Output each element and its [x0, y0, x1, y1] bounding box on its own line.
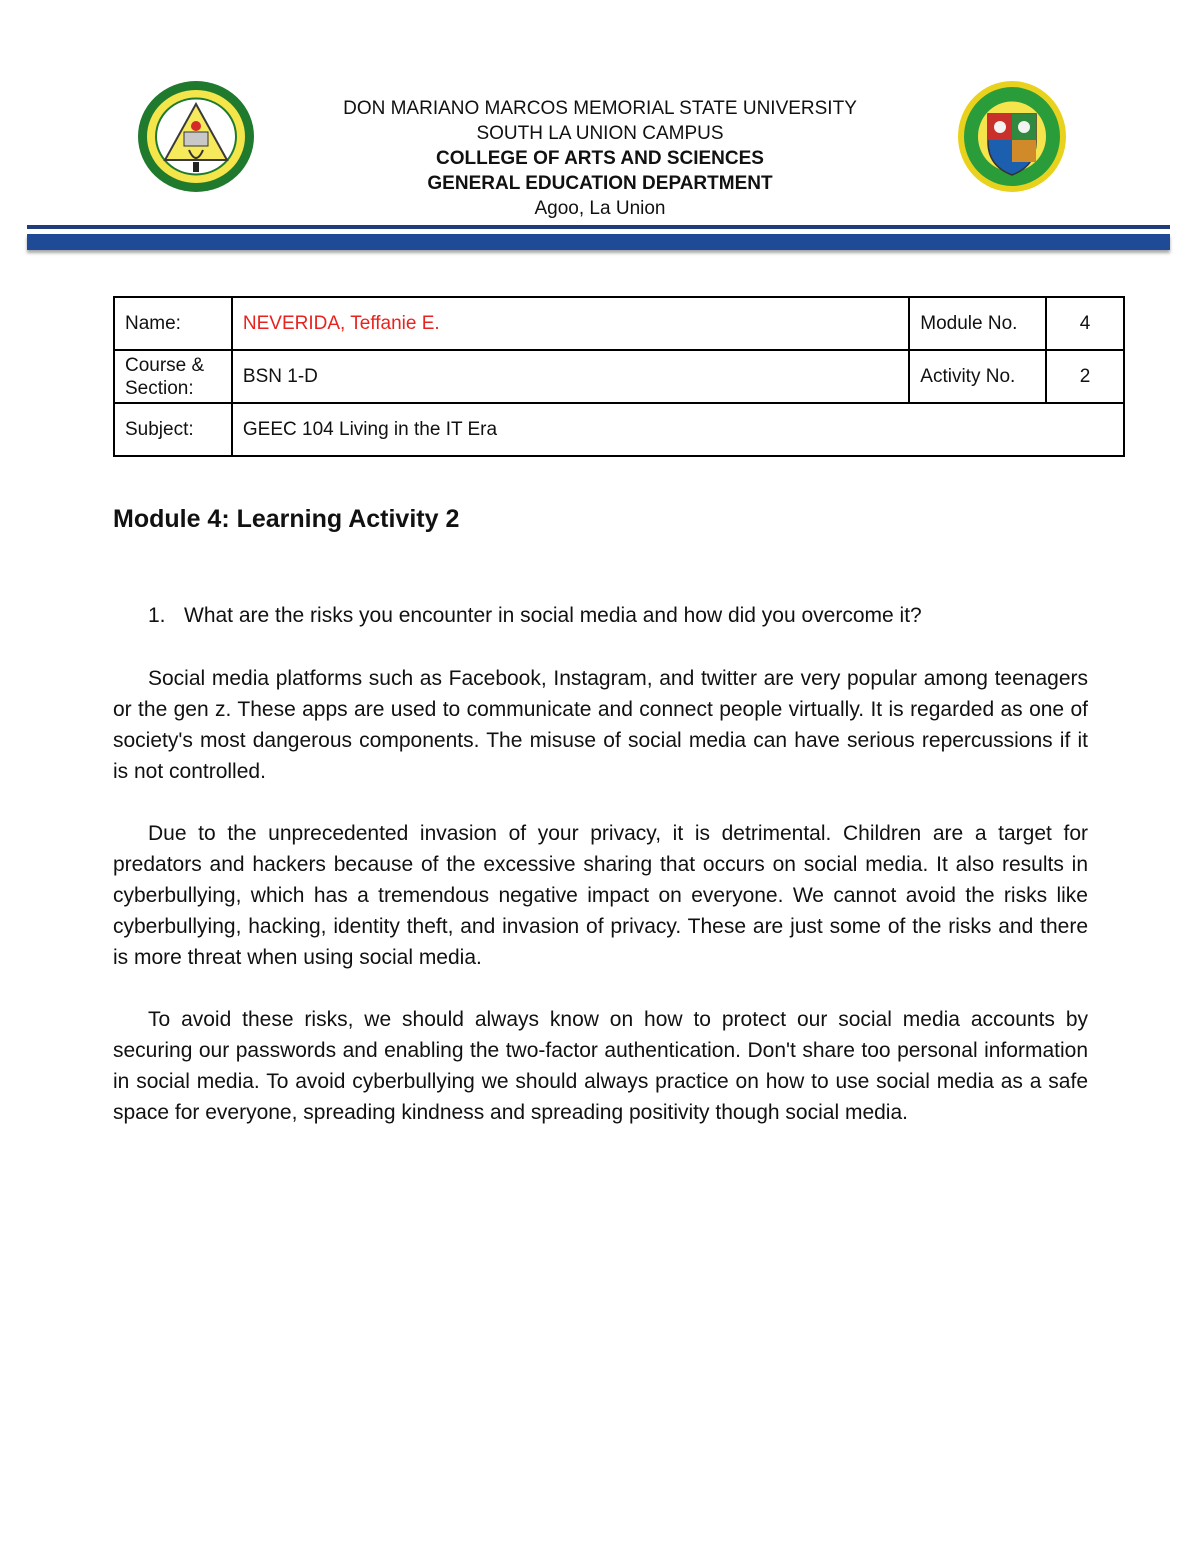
university-name: DON MARIANO MARCOS MEMORIAL STATE UNIVERSITY: [343, 98, 857, 119]
module-value: 4: [1046, 297, 1124, 350]
page-title: Module 4: Learning Activity 2: [113, 505, 460, 533]
table-row-course: [114, 350, 1124, 403]
institution-header: [260, 96, 940, 221]
college-seal-icon: [957, 80, 1067, 193]
paragraph-text: To avoid these risks, we should always know on how to protect our social media accounts by securing our passwords and enabling the two-factor authentication. Don't share too personal information in social media. To avoid cyberbullying we should always practice on how to use social media as a safe space for everyone, spreading kindness and spreading positivity though social media.: [113, 1008, 1088, 1124]
location: Agoo, La Union: [534, 198, 666, 219]
subject-label: Subject:: [114, 403, 232, 456]
activity-label: Activity No.: [909, 350, 1046, 403]
table-row-subject: [114, 403, 1124, 456]
header-rule-thin: [27, 225, 1170, 229]
header-rule-thick: [27, 234, 1170, 250]
question-text: What are the risks you encounter in social media and how did you overcome it?: [184, 604, 922, 627]
table-row-name: [114, 297, 1124, 350]
name-value: NEVERIDA, Teffanie E.: [232, 297, 909, 350]
college-name: COLLEGE OF ARTS AND SCIENCES: [436, 148, 764, 169]
name-label: Name:: [114, 297, 232, 350]
question-number: 1.: [148, 604, 166, 627]
answer-paragraph-3: [113, 1004, 1088, 1128]
course-label: Course & Section:: [114, 350, 232, 403]
student-info-table: [113, 296, 1125, 457]
department-name: GENERAL EDUCATION DEPARTMENT: [427, 173, 773, 194]
course-value: BSN 1-D: [232, 350, 909, 403]
answer-paragraph-2: [113, 818, 1088, 973]
paragraph-text: Due to the unprecedented invasion of your privacy, it is detrimental. Children are a target for predators and hackers because of the excessive sharing that occurs on social media. It also results in cyberbullying, which has a tremendous negative impact on everyone. We cannot avoid the risks like cyberbullying, hacking, identity theft, and invasion of privacy. These are just some of the risks and there is more threat when using social media.: [113, 822, 1088, 969]
university-seal-icon: [137, 80, 255, 193]
module-label: Module No.: [909, 297, 1046, 350]
campus-name: SOUTH LA UNION CAMPUS: [476, 123, 724, 144]
answer-paragraph-1: [113, 663, 1088, 787]
question-item: [148, 604, 922, 628]
activity-value: 2: [1046, 350, 1124, 403]
subject-value: GEEC 104 Living in the IT Era: [232, 403, 1124, 456]
paragraph-text: Social media platforms such as Facebook, Instagram, and twitter are very popular among teenagers or the gen z. These apps are used to communicate and connect people virtually. It is regarded as one of society's most dangerous components. The misuse of social media can have serious repercussions if it is not controlled.: [113, 667, 1088, 783]
